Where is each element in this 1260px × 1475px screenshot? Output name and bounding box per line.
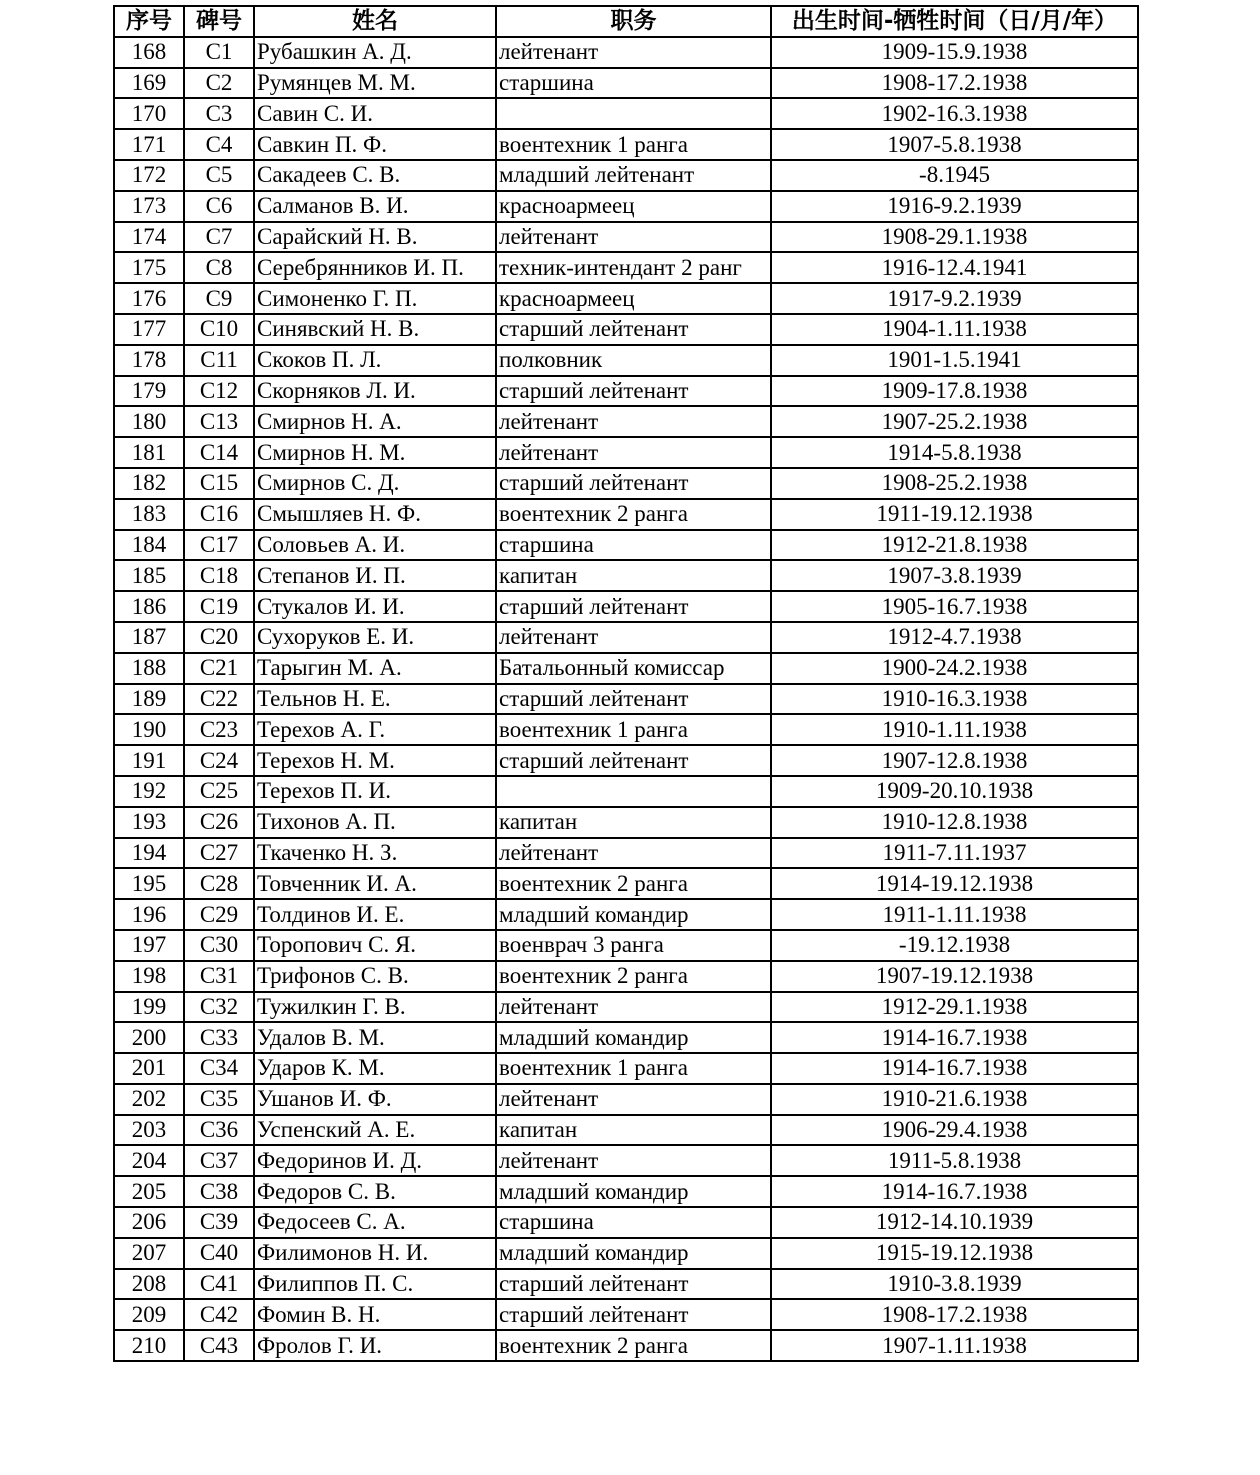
cell-index: 207: [114, 1238, 184, 1269]
table-row: [114, 222, 1138, 253]
cell-index: 197: [114, 930, 184, 961]
cell-index: 201: [114, 1053, 184, 1084]
cell-rank: лейтенант: [496, 37, 771, 68]
cell-dates: 1907-25.2.1938: [771, 406, 1138, 437]
cell-dates: 1902-16.3.1938: [771, 98, 1138, 129]
cell-stele-number: C9: [184, 283, 254, 314]
table-row: [114, 499, 1138, 530]
cell-name: Стукалов И. И.: [254, 591, 496, 622]
cell-stele-number: C15: [184, 468, 254, 499]
cell-index: 202: [114, 1084, 184, 1115]
cell-index: 195: [114, 868, 184, 899]
cell-index: 174: [114, 222, 184, 253]
cell-name: Терехов П. И.: [254, 776, 496, 807]
cell-rank: старший лейтенант: [496, 684, 771, 715]
cell-dates: 1904-1.11.1938: [771, 314, 1138, 345]
cell-rank: воентехник 2 ранга: [496, 961, 771, 992]
cell-dates: 1906-29.4.1938: [771, 1115, 1138, 1146]
cell-dates: 1914-19.12.1938: [771, 868, 1138, 899]
header-row: [114, 6, 1138, 37]
cell-name: Смышляев Н. Ф.: [254, 499, 496, 530]
cell-name: Смирнов Н. А.: [254, 406, 496, 437]
cell-stele-number: C10: [184, 314, 254, 345]
cell-name: Федосеев С. А.: [254, 1207, 496, 1238]
cell-rank: капитан: [496, 807, 771, 838]
cell-dates: 1909-20.10.1938: [771, 776, 1138, 807]
cell-dates: 1911-1.11.1938: [771, 899, 1138, 930]
cell-rank: старший лейтенант: [496, 591, 771, 622]
table-row: [114, 776, 1138, 807]
table-row: [114, 622, 1138, 653]
cell-name: Федоров С. В.: [254, 1176, 496, 1207]
cell-stele-number: C39: [184, 1207, 254, 1238]
cell-index: 178: [114, 345, 184, 376]
cell-index: 203: [114, 1115, 184, 1146]
cell-stele-number: C23: [184, 714, 254, 745]
cell-stele-number: C31: [184, 961, 254, 992]
cell-dates: 1908-25.2.1938: [771, 468, 1138, 499]
cell-dates: 1910-1.11.1938: [771, 714, 1138, 745]
cell-stele-number: C33: [184, 1022, 254, 1053]
cell-index: 187: [114, 622, 184, 653]
cell-rank: старший лейтенант: [496, 468, 771, 499]
cell-rank: воентехник 2 ранга: [496, 1330, 771, 1361]
cell-rank: [496, 98, 771, 129]
cell-rank: младший командир: [496, 899, 771, 930]
cell-stele-number: C16: [184, 499, 254, 530]
cell-name: Симоненко Г. П.: [254, 283, 496, 314]
cell-name: Ткаченко Н. З.: [254, 838, 496, 869]
header-dates: 出生时间-牺牲时间（日/月/年）: [771, 6, 1138, 37]
cell-name: Серебрянников И. П.: [254, 252, 496, 283]
cell-rank: старшина: [496, 68, 771, 99]
cell-dates: 1911-19.12.1938: [771, 499, 1138, 530]
cell-index: 205: [114, 1176, 184, 1207]
cell-stele-number: C2: [184, 68, 254, 99]
cell-stele-number: C35: [184, 1084, 254, 1115]
table-row: [114, 653, 1138, 684]
cell-index: 188: [114, 653, 184, 684]
cell-rank: красноармеец: [496, 283, 771, 314]
cell-dates: 1908-17.2.1938: [771, 68, 1138, 99]
table-row: [114, 560, 1138, 591]
cell-rank: старшина: [496, 1207, 771, 1238]
cell-dates: 1911-5.8.1938: [771, 1145, 1138, 1176]
cell-rank: старший лейтенант: [496, 1299, 771, 1330]
cell-name: Соловьев А. И.: [254, 530, 496, 561]
table-row: [114, 160, 1138, 191]
cell-stele-number: C30: [184, 930, 254, 961]
cell-stele-number: C12: [184, 376, 254, 407]
cell-stele-number: C37: [184, 1145, 254, 1176]
cell-rank: лейтенант: [496, 222, 771, 253]
cell-name: Удалов В. М.: [254, 1022, 496, 1053]
cell-rank: старший лейтенант: [496, 745, 771, 776]
cell-name: Ударов К. М.: [254, 1053, 496, 1084]
cell-dates: 1905-16.7.1938: [771, 591, 1138, 622]
table-row: [114, 807, 1138, 838]
cell-name: Товченник И. А.: [254, 868, 496, 899]
cell-rank: воентехник 1 ранга: [496, 1053, 771, 1084]
header-name: 姓名: [254, 6, 496, 37]
cell-stele-number: C26: [184, 807, 254, 838]
cell-index: 210: [114, 1330, 184, 1361]
cell-rank: капитан: [496, 560, 771, 591]
cell-rank: старший лейтенант: [496, 1269, 771, 1300]
cell-name: Тужилкин Г. В.: [254, 992, 496, 1023]
table-row: [114, 129, 1138, 160]
cell-rank: лейтенант: [496, 1084, 771, 1115]
cell-stele-number: C6: [184, 191, 254, 222]
cell-name: Сарайский Н. В.: [254, 222, 496, 253]
cell-dates: 1915-19.12.1938: [771, 1238, 1138, 1269]
cell-stele-number: C17: [184, 530, 254, 561]
cell-index: 172: [114, 160, 184, 191]
cell-dates: 1912-21.8.1938: [771, 530, 1138, 561]
cell-rank: младший командир: [496, 1022, 771, 1053]
table-row: [114, 1330, 1138, 1361]
cell-name: Сухоруков Е. И.: [254, 622, 496, 653]
cell-index: 181: [114, 437, 184, 468]
cell-name: Скоков П. Л.: [254, 345, 496, 376]
cell-index: 176: [114, 283, 184, 314]
cell-name: Степанов И. П.: [254, 560, 496, 591]
cell-index: 199: [114, 992, 184, 1023]
cell-name: Салманов В. И.: [254, 191, 496, 222]
cell-stele-number: C32: [184, 992, 254, 1023]
cell-name: Терехов Н. М.: [254, 745, 496, 776]
cell-dates: 1900-24.2.1938: [771, 653, 1138, 684]
cell-rank: Батальонный комиссар: [496, 653, 771, 684]
cell-rank: военврач 3 ранга: [496, 930, 771, 961]
table-row: [114, 1176, 1138, 1207]
cell-rank: [496, 776, 771, 807]
cell-stele-number: C19: [184, 591, 254, 622]
cell-dates: 1908-29.1.1938: [771, 222, 1138, 253]
table-row: [114, 1207, 1138, 1238]
cell-rank: младший командир: [496, 1238, 771, 1269]
table-row: [114, 745, 1138, 776]
table-row: [114, 961, 1138, 992]
table-row: [114, 437, 1138, 468]
cell-stele-number: C41: [184, 1269, 254, 1300]
cell-stele-number: C28: [184, 868, 254, 899]
cell-stele-number: C21: [184, 653, 254, 684]
cell-stele-number: C40: [184, 1238, 254, 1269]
table-row: [114, 1115, 1138, 1146]
cell-dates: 1912-4.7.1938: [771, 622, 1138, 653]
cell-dates: -8.1945: [771, 160, 1138, 191]
cell-index: 182: [114, 468, 184, 499]
table-row: [114, 1269, 1138, 1300]
cell-index: 194: [114, 838, 184, 869]
cell-name: Филиппов П. С.: [254, 1269, 496, 1300]
cell-stele-number: C36: [184, 1115, 254, 1146]
cell-name: Румянцев М. М.: [254, 68, 496, 99]
cell-dates: 1907-19.12.1938: [771, 961, 1138, 992]
table-row: [114, 838, 1138, 869]
table-row: [114, 714, 1138, 745]
table-row: [114, 1299, 1138, 1330]
table-row: [114, 1022, 1138, 1053]
cell-stele-number: C24: [184, 745, 254, 776]
cell-name: Сакадеев С. В.: [254, 160, 496, 191]
header-rank: 职务: [496, 6, 771, 37]
cell-rank: воентехник 2 ранга: [496, 868, 771, 899]
cell-rank: лейтенант: [496, 1145, 771, 1176]
cell-dates: 1910-3.8.1939: [771, 1269, 1138, 1300]
cell-name: Фомин В. Н.: [254, 1299, 496, 1330]
cell-name: Скорняков Л. И.: [254, 376, 496, 407]
cell-dates: 1907-3.8.1939: [771, 560, 1138, 591]
table-row: [114, 252, 1138, 283]
cell-index: 170: [114, 98, 184, 129]
cell-stele-number: C43: [184, 1330, 254, 1361]
cell-name: Смирнов Н. М.: [254, 437, 496, 468]
cell-rank: воентехник 1 ранга: [496, 714, 771, 745]
cell-name: Трифонов С. В.: [254, 961, 496, 992]
cell-index: 196: [114, 899, 184, 930]
cell-rank: красноармеец: [496, 191, 771, 222]
table-row: [114, 868, 1138, 899]
table-row: [114, 530, 1138, 561]
cell-stele-number: C4: [184, 129, 254, 160]
cell-dates: 1909-15.9.1938: [771, 37, 1138, 68]
cell-dates: 1901-1.5.1941: [771, 345, 1138, 376]
table-row: [114, 406, 1138, 437]
cell-index: 184: [114, 530, 184, 561]
cell-index: 192: [114, 776, 184, 807]
cell-rank: лейтенант: [496, 622, 771, 653]
cell-index: 168: [114, 37, 184, 68]
cell-index: 185: [114, 560, 184, 591]
cell-index: 190: [114, 714, 184, 745]
table-row: [114, 1238, 1138, 1269]
cell-name: Федоринов И. Д.: [254, 1145, 496, 1176]
memorial-table: [113, 5, 1139, 1362]
cell-rank: полковник: [496, 345, 771, 376]
cell-stele-number: C7: [184, 222, 254, 253]
cell-name: Торопович С. Я.: [254, 930, 496, 961]
cell-name: Толдинов И. Е.: [254, 899, 496, 930]
table-row: [114, 992, 1138, 1023]
cell-dates: 1910-12.8.1938: [771, 807, 1138, 838]
cell-stele-number: C25: [184, 776, 254, 807]
cell-rank: лейтенант: [496, 406, 771, 437]
cell-stele-number: C38: [184, 1176, 254, 1207]
cell-index: 204: [114, 1145, 184, 1176]
cell-dates: 1914-5.8.1938: [771, 437, 1138, 468]
cell-dates: 1909-17.8.1938: [771, 376, 1138, 407]
cell-stele-number: C11: [184, 345, 254, 376]
cell-dates: 1908-17.2.1938: [771, 1299, 1138, 1330]
cell-rank: младший лейтенант: [496, 160, 771, 191]
header-index: 序号: [114, 6, 184, 37]
table-row: [114, 591, 1138, 622]
cell-stele-number: C42: [184, 1299, 254, 1330]
table-row: [114, 684, 1138, 715]
cell-index: 179: [114, 376, 184, 407]
header-stele-number: 碑号: [184, 6, 254, 37]
cell-index: 206: [114, 1207, 184, 1238]
cell-dates: 1910-16.3.1938: [771, 684, 1138, 715]
cell-rank: младший командир: [496, 1176, 771, 1207]
cell-dates: -19.12.1938: [771, 930, 1138, 961]
cell-index: 186: [114, 591, 184, 622]
table-row: [114, 1145, 1138, 1176]
table-row: [114, 191, 1138, 222]
cell-index: 171: [114, 129, 184, 160]
cell-name: Тихонов А. П.: [254, 807, 496, 838]
cell-dates: 1907-5.8.1938: [771, 129, 1138, 160]
cell-dates: 1911-7.11.1937: [771, 838, 1138, 869]
cell-rank: воентехник 1 ранга: [496, 129, 771, 160]
cell-rank: техник-интендант 2 ранг: [496, 252, 771, 283]
cell-stele-number: C5: [184, 160, 254, 191]
table-row: [114, 37, 1138, 68]
table-row: [114, 899, 1138, 930]
cell-name: Тельнов Н. Е.: [254, 684, 496, 715]
cell-name: Успенский А. Е.: [254, 1115, 496, 1146]
cell-stele-number: C1: [184, 37, 254, 68]
cell-index: 169: [114, 68, 184, 99]
cell-stele-number: C22: [184, 684, 254, 715]
cell-name: Смирнов С. Д.: [254, 468, 496, 499]
table-row: [114, 930, 1138, 961]
cell-rank: лейтенант: [496, 992, 771, 1023]
cell-stele-number: C18: [184, 560, 254, 591]
cell-dates: 1910-21.6.1938: [771, 1084, 1138, 1115]
cell-name: Ушанов И. Ф.: [254, 1084, 496, 1115]
cell-dates: 1907-12.8.1938: [771, 745, 1138, 776]
cell-dates: 1914-16.7.1938: [771, 1053, 1138, 1084]
cell-index: 191: [114, 745, 184, 776]
cell-name: Фролов Г. И.: [254, 1330, 496, 1361]
cell-stele-number: C14: [184, 437, 254, 468]
cell-dates: 1917-9.2.1939: [771, 283, 1138, 314]
cell-stele-number: C27: [184, 838, 254, 869]
cell-index: 173: [114, 191, 184, 222]
cell-index: 180: [114, 406, 184, 437]
table-row: [114, 1084, 1138, 1115]
cell-stele-number: C29: [184, 899, 254, 930]
cell-stele-number: C3: [184, 98, 254, 129]
cell-name: Савин С. И.: [254, 98, 496, 129]
cell-rank: старший лейтенант: [496, 314, 771, 345]
cell-rank: капитан: [496, 1115, 771, 1146]
cell-stele-number: C13: [184, 406, 254, 437]
cell-name: Терехов А. Г.: [254, 714, 496, 745]
table-row: [114, 98, 1138, 129]
table-row: [114, 314, 1138, 345]
table-row: [114, 468, 1138, 499]
cell-name: Тарыгин М. А.: [254, 653, 496, 684]
cell-dates: 1914-16.7.1938: [771, 1022, 1138, 1053]
cell-index: 189: [114, 684, 184, 715]
cell-dates: 1912-14.10.1939: [771, 1207, 1138, 1238]
cell-dates: 1916-12.4.1941: [771, 252, 1138, 283]
cell-index: 198: [114, 961, 184, 992]
cell-stele-number: C20: [184, 622, 254, 653]
cell-index: 183: [114, 499, 184, 530]
cell-stele-number: C34: [184, 1053, 254, 1084]
cell-index: 208: [114, 1269, 184, 1300]
cell-dates: 1914-16.7.1938: [771, 1176, 1138, 1207]
table-row: [114, 283, 1138, 314]
table-row: [114, 68, 1138, 99]
table-row: [114, 1053, 1138, 1084]
cell-dates: 1916-9.2.1939: [771, 191, 1138, 222]
cell-rank: старший лейтенант: [496, 376, 771, 407]
table-row: [114, 345, 1138, 376]
cell-stele-number: C8: [184, 252, 254, 283]
cell-rank: лейтенант: [496, 437, 771, 468]
cell-name: Савкин П. Ф.: [254, 129, 496, 160]
cell-dates: 1912-29.1.1938: [771, 992, 1138, 1023]
cell-rank: воентехник 2 ранга: [496, 499, 771, 530]
cell-name: Филимонов Н. И.: [254, 1238, 496, 1269]
cell-rank: лейтенант: [496, 838, 771, 869]
cell-rank: старшина: [496, 530, 771, 561]
table-row: [114, 376, 1138, 407]
cell-dates: 1907-1.11.1938: [771, 1330, 1138, 1361]
cell-index: 193: [114, 807, 184, 838]
cell-index: 200: [114, 1022, 184, 1053]
cell-index: 209: [114, 1299, 184, 1330]
cell-name: Синявский Н. В.: [254, 314, 496, 345]
cell-name: Рубашкин А. Д.: [254, 37, 496, 68]
cell-index: 177: [114, 314, 184, 345]
cell-index: 175: [114, 252, 184, 283]
